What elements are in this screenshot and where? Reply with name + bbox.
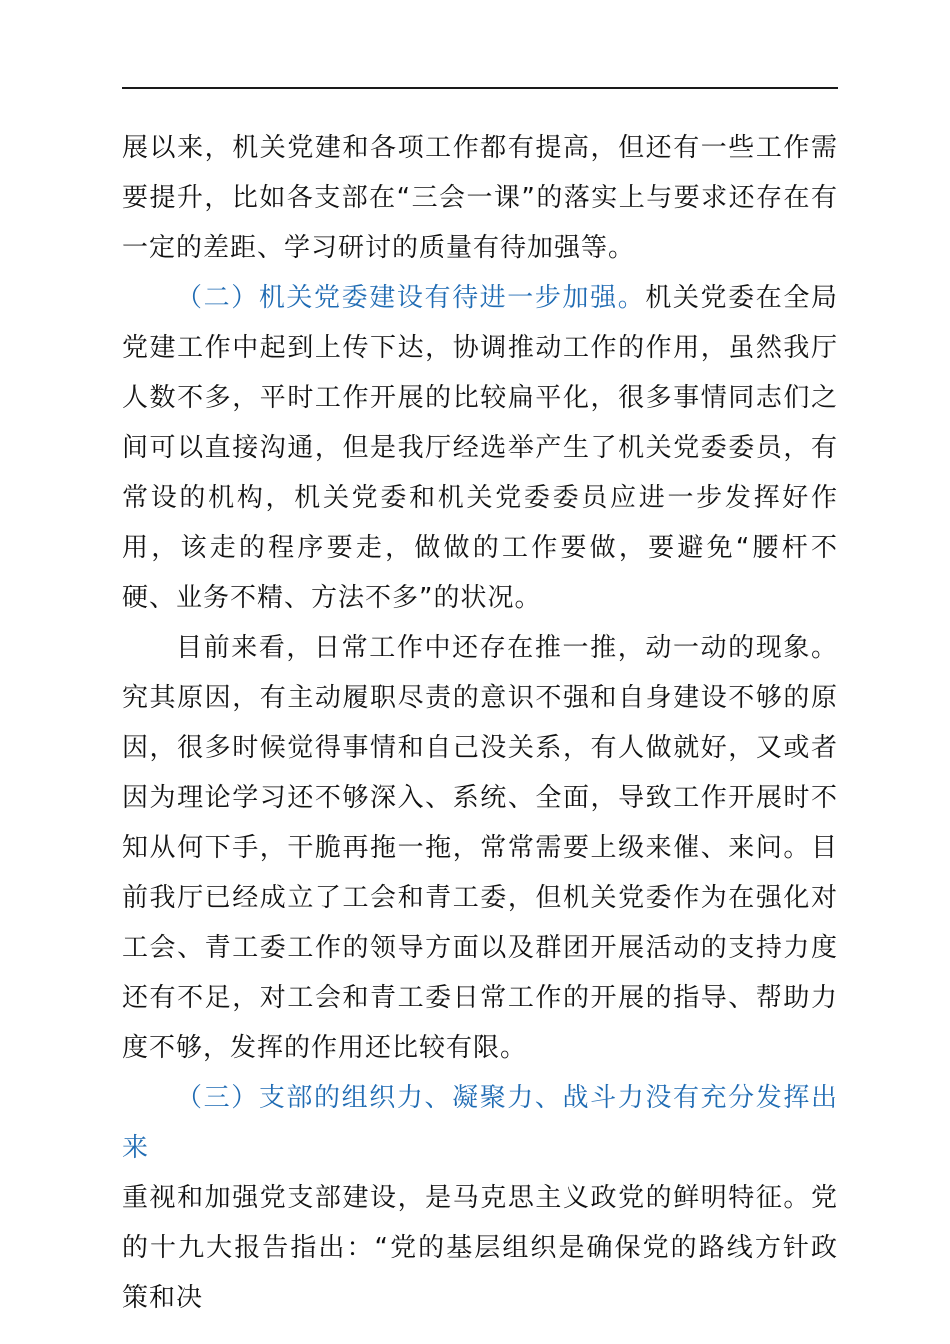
document-body	[122, 123, 838, 1323]
section-heading: （二）机关党委建设有待进一步加强。	[176, 283, 646, 313]
section-heading: （三）支部的组织力、凝聚力、战斗力没有充分发挥出来	[122, 1083, 838, 1163]
paragraph-section-2	[122, 273, 838, 623]
header-rule	[122, 87, 838, 89]
paragraph-continuation	[122, 123, 838, 273]
paragraph-text: 重视和加强党支部建设，是马克思主义政党的鲜明特征。党的十九大报告指出：“党的基层组织是确保党的路线方针政策和决	[122, 1183, 838, 1313]
paragraph-text: 展以来，机关党建和各项工作都有提高，但还有一些工作需要提升，比如各支部在“三会一课”的落实上与要求还存在有一定的差距、学习研讨的质量有待加强等。	[122, 133, 838, 263]
paragraph-section-3-body	[122, 1173, 838, 1323]
paragraph-text: 机关党委在全局党建工作中起到上传下达，协调推动工作的作用，虽然我厅人数不多，平时工作开展的比较扁平化，很多事情同志们之间可以直接沟通，但是我厅经选举产生了机关党委委员，有常设的机构，机关党委和机关党委委员应进一步发挥好作用，该走的程序要走，做做的工作要做，要避免“腰杆不硬、业务不精、方法不多”的状况。	[122, 283, 838, 613]
paragraph-text: 目前来看，日常工作中还存在推一推，动一动的现象。究其原因，有主动履职尽责的意识不强和自身建设不够的原因，很多时候觉得事情和自己没关系，有人做就好，又或者因为理论学习还不够深入、系统、全面，导致工作开展时不知从何下手，干脆再拖一拖，常常需要上级来催、来问。目前我厅已经成立了工会和青工委，但机关党委作为在强化对工会、青工委工作的领导方面以及群团开展活动的支持力度还有不足，对工会和青工委日常工作的开展的指导、帮助力度不够，发挥的作用还比较有限。	[122, 633, 838, 1063]
paragraph-section-3-heading	[122, 1073, 838, 1173]
paragraph-analysis	[122, 623, 838, 1073]
